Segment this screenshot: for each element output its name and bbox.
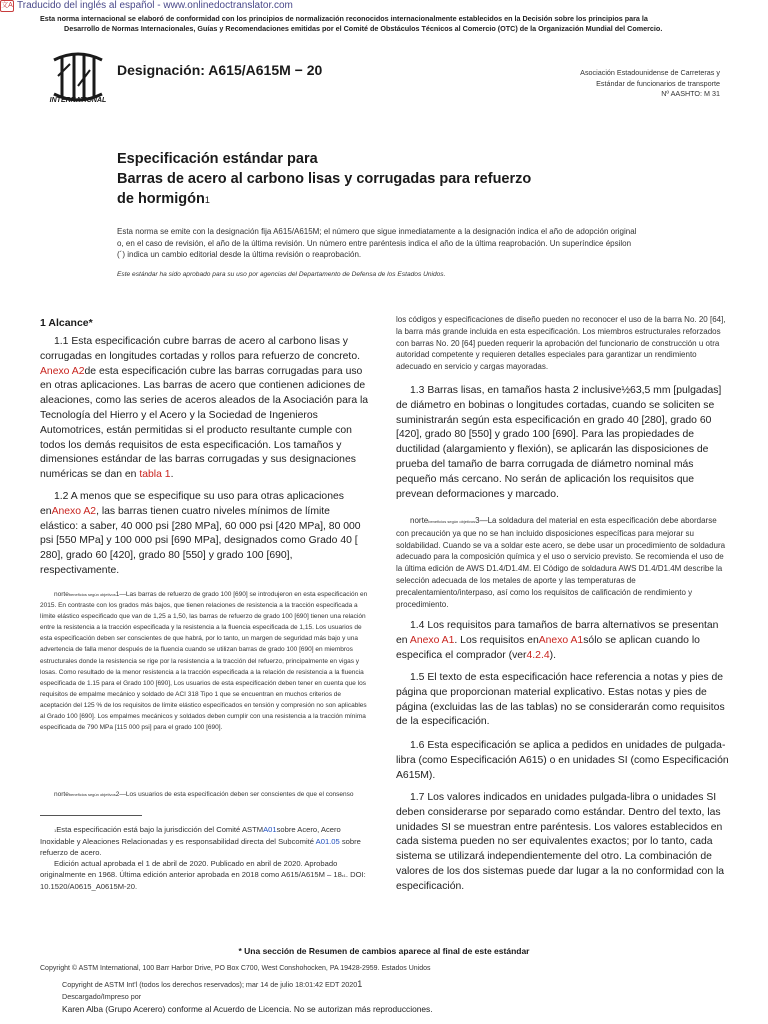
document-title bbox=[117, 149, 597, 210]
dod-approval-note: Este estándar ha sido aprobado para su uso por agencias del Departamento de Defensa de los Estados Unidos. bbox=[117, 271, 446, 278]
translation-banner[interactable] bbox=[0, 0, 293, 12]
p14-text-b: . Los requisitos en bbox=[454, 634, 539, 646]
paragraph-1-2 bbox=[40, 490, 370, 579]
annex-a2-link-2[interactable]: Anexo A2 bbox=[51, 505, 97, 517]
download-info-text: Copyright de ASTM Int'l (todos los derechos reservados); mar 14 de julio 18:01:42 EDT 2020 bbox=[62, 980, 358, 989]
paragraph-1-6: 1.6 Esta especificación se aplica a pedidos en unidades de pulgada-libra (como Especificación A615) o en unidades SI (como Especificación A615M). bbox=[396, 740, 729, 781]
footnote-text-c: sobre refuerzo de acero. bbox=[40, 837, 361, 857]
annex-a2-link[interactable]: Anexo A2 bbox=[40, 365, 85, 377]
footnote-1 bbox=[40, 824, 372, 892]
section-4-2-4-link[interactable]: 4.2.4 bbox=[526, 649, 550, 661]
banner-text[interactable]: Traducido del inglés al español - www.onlinedoctranslator.com bbox=[17, 0, 293, 11]
footnote-edition-text: Edición actual aprobada el 1 de abril de 2020. Publicado en abril de 2020. Aprobado originalmente en 1968. Última edición anterior aprobada en 2018 como A615/A615M – 18 bbox=[40, 859, 342, 879]
subcommittee-a0105-link[interactable]: A01.05 bbox=[315, 837, 340, 846]
p14-text-c: sólo se aplican cuando lo especifica el comprador (ver bbox=[396, 634, 700, 661]
note3-tiny: beneficios según objetivos bbox=[428, 519, 476, 524]
standard-note: Esta norma se emite con la designación fija A615/A615M; el número que sigue inmediatamente a la designación indica el año de adopción original o, en el caso de revisión, el año de la última revisión. Un número entre paréntesis indica el año de la última reaprobación. Un superíndice épsilon (´) indica un cambio editorial desde la última revisión o reaprobación. bbox=[117, 227, 637, 260]
p14-text-d: ). bbox=[549, 649, 556, 661]
section-heading: 1 Alcance* bbox=[40, 317, 93, 329]
paragraph-1-7: 1.7 Los valores indicados en unidades pulgada-libra o unidades SI deben considerarse por separado como estándar. Dentro del texto, las unidades SI se muestran entre paréntesis. Los valores establecidos en cada sistema pueden no ser equivalentes exactos; por lo tanto, cada sistema se utilizará independientemente del otro. La combinación de valores de los dos sistemas puede dar lugar a la no conformidad con la especificación. bbox=[396, 792, 725, 892]
footnote-text-b: sobre Acero, Acero Inoxidable y Aleaciones Relacionadas y es responsabilidad directa del Subcomité bbox=[40, 825, 341, 846]
note-3 bbox=[396, 515, 731, 610]
intro-notice bbox=[40, 14, 730, 34]
annex-a1-link[interactable]: Anexo A1 bbox=[409, 634, 455, 646]
footnote-divider bbox=[40, 815, 142, 816]
p14-text-a: 1.4 Los requisitos para tamaños de barra alternativos se presentan en bbox=[396, 620, 719, 646]
paragraph-1-1 bbox=[40, 335, 370, 483]
note2-text: —Los usuarios de esta especificación deben ser conscientes de que el consenso bbox=[119, 791, 354, 798]
note2-tiny: beneficios según objetivos bbox=[68, 792, 116, 797]
logo-international-label: INTERNATIONAL bbox=[49, 97, 107, 104]
download-info-line2: Descargado/Impreso por bbox=[62, 992, 142, 1001]
title-line2: Barras de acero al carbono lisas y corrugadas para refuerzo bbox=[117, 171, 532, 187]
note3-text: —La soldadura del material en esta especificación debe abordarse con precaución ya que no se han incluido disposiciones específicas para mejorar su soldabilidad. Cuando se va a soldar este acero, se debe usar un procedimiento de soldadura adecuado para la composición química y el uso o servicio previsto. Se recomienda el uso de la última edición de AWS D1.4/D1.4M. El Código de soldadura AWS D1.4/D1.4M describe la selección adecuada de los metales de aporte y las temperaturas de precalentamiento/interpaso, así como los requisitos de calificación de rendimiento y procedimiento. bbox=[396, 516, 726, 609]
paragraph-1-3: 1.3 Barras lisas, en tamaños hasta 2 inclusive½63,5 mm [pulgadas] de diámetro en bobinas o longitudes cortadas, cuando se soliciten se suministrarán según esta especificación en grado 40 [280], grado 60 [420], grado 80 [550] y grado 100 [690]. Para las propiedades de ductilidad (alargamiento y flexión), se aplicarán las disposiciones de prueba del tamaño de barra corrugada de diámetro nominal más pequeño más cercano. No serán de aplicación los requisitos que prevean deformaciones y marcado. bbox=[396, 385, 722, 500]
p11-text-c: . bbox=[170, 469, 174, 481]
association-line3: Nº AASHTO: M 31 bbox=[661, 89, 720, 98]
note2-number: 2 bbox=[115, 791, 120, 798]
title-line1: Especificación estándar para bbox=[117, 151, 318, 167]
note1-tag: norte bbox=[54, 591, 69, 598]
note1-tiny: beneficios según objetivos bbox=[68, 592, 116, 597]
download-info-mark: 1 bbox=[357, 979, 363, 989]
footnote-text-a: Esta especificación está bajo la jurisdicción del Comité ASTM bbox=[56, 825, 264, 834]
footnote-mark: 1 bbox=[54, 828, 57, 833]
intro-notice-line2: Desarrollo de Normas Internacionales, Guías y Recomendaciones emitidas por el Comité de Obstáculos Técnicos al Comercio (OTC) de la Organización Mundial del Comercio. bbox=[64, 24, 663, 33]
note1-number: 1 bbox=[115, 591, 120, 598]
note3-number: 3 bbox=[475, 516, 480, 525]
note3-tag: norte bbox=[410, 516, 429, 525]
designation: Designación: A615/A615M − 20 bbox=[117, 62, 323, 78]
association-line2: Estándar de funcionarios de transporte bbox=[596, 78, 720, 88]
note-2 bbox=[40, 789, 370, 800]
footnote-doi: . DOI: 10.1520/A0615_A0615M-20. bbox=[40, 870, 366, 891]
summary-of-changes-note: * Una sección de Resumen de cambios aparece al final de este estándar bbox=[238, 946, 530, 956]
p11-text-b: de esta especificación cubre las barras corrugadas para uso en otras aplicaciones. Las barras de acero que contienen adiciones de aleaciones, como las series de aceros aleados de la Asociación para la Tecnología del Hierro y el Acero y la Sociedad de Ingenieros Automotrices, están permitidas si el producto resultante cumple con todos los demás requisitos de esta especificación. Los tamaños y dimensiones estándar de las barras corrugadas y sus designaciones numéricas se dan en bbox=[40, 365, 369, 481]
note1-text: —Las barras de refuerzo de grado 100 [690] se introdujeron en esta especificación en 2015. En contraste con los grados más bajos, que tienen relaciones de resistencia a la tracción especificada a límite elástico especificado que van de 1,25 a 1,50, las barras de refuerzo de grado 100 [690] tienen una relación entre la resistencia a la tracción especificada y la resistencia a la fluencia especificada de 1,15. Los usuarios de esta especificación deben ser conscientes de que habrá, por lo tanto, un margen de seguridad más bajo y una advertencia de falla menor después de la fluencia cuando se utilizan barras de grado 100 [690] en miembros estructurales donde la resistencia se rige por la resistencia a la tracción del refuerzo, principalmente en vigas y losas. Como resultado de la menor resistencia a la tracción especificada a la relación de resistencia a la fluencia especificada de 1.15 para el Grado 100 [690], Los usuarios de esta especificación deben tener en cuenta que los requisitos de empalme mecánico y soldado de ACI 318 Tipo 1 que se encuentran en muchos criterios de aceptación del 125 % de los requisitos de límite elástico especificados en tensión y compresión no son aplicables al Grado 100 [690]. Los empalmes mecánicos y soldados deben cumplir con una resistencia a la tracción mínima especificada de 790 MPa [115 000 psi] para el grado 100 [690]. bbox=[40, 591, 368, 732]
association-info bbox=[520, 68, 720, 100]
astm-logo bbox=[44, 52, 112, 108]
title-line3: de hormigón bbox=[117, 191, 205, 207]
note2-tag: norte bbox=[54, 791, 69, 798]
footnote-epsilon: ε1 bbox=[341, 873, 346, 878]
note-2-continuation: los códigos y especificaciones de diseño pueden no reconocer el uso de la barra No. 20 [64], la barra más grande incluida en esta especificación. Los miembros estructurales reforzados con barras No. 20 [64] pueden requerir la aprobación del funcionario de construcción u otra autoridad competente y requieren detalles especiales para garantizar un rendimiento adecuado en servicio y cargas mayoradas. bbox=[396, 315, 726, 372]
association-line1: Asociación Estadounidense de Carreteras y bbox=[580, 68, 720, 77]
note-1 bbox=[40, 589, 370, 733]
p12-text-b: , las barras tienen cuatro niveles mínimos de límite elástico: a saber, 40 000 psi [280 MPa], 60 000 psi [420 MPa], 80 000 psi [550 MPa] y 100 000 psi [690 MPa], designados como Grado 40 [ 280], grado 60 [420], grado 80 [550] y grado 100 [690], respectivamente. bbox=[40, 505, 361, 576]
committee-a01-link[interactable]: A01 bbox=[263, 825, 277, 834]
p12-text-a: 1.2 A menos que se especifique su uso para otras aplicaciones en bbox=[40, 491, 344, 517]
translate-icon: 文A bbox=[0, 0, 14, 12]
copyright-line: Copyright © ASTM International, 100 Barr Harbor Drive, PO Box C700, West Conshohocken, PA 19428-2959. Estados Unidos bbox=[40, 965, 431, 972]
paragraph-1-5: 1.5 El texto de esta especificación hace referencia a notas y pies de página que proporcionan material explicativo. Estas notas y pies de página (excluidas las de las tablas) no se considerarán como requisitos de la especificación. bbox=[396, 672, 725, 728]
download-info-line1 bbox=[62, 979, 742, 989]
table-1-link[interactable]: tabla 1 bbox=[139, 469, 171, 481]
paragraph-1-4 bbox=[396, 619, 731, 663]
p11-text-a: 1.1 Esta especificación cubre barras de acero al carbono lisas y corrugadas en longitudes cortadas y rollos para refuerzo de concreto. bbox=[40, 336, 360, 362]
license-line: Karen Alba (Grupo Acerero) conforme al Acuerdo de Licencia. No se autorizan más reproducciones. bbox=[62, 1004, 433, 1014]
annex-a1-link-2[interactable]: Anexo A1 bbox=[538, 634, 584, 646]
intro-notice-line1: Esta norma internacional se elaboró de conformidad con los principios de normalización reconocidos internacionalmente establecidos en la Decisión sobre los principios para la bbox=[40, 14, 648, 23]
title-footnote-mark: 1 bbox=[204, 195, 210, 205]
